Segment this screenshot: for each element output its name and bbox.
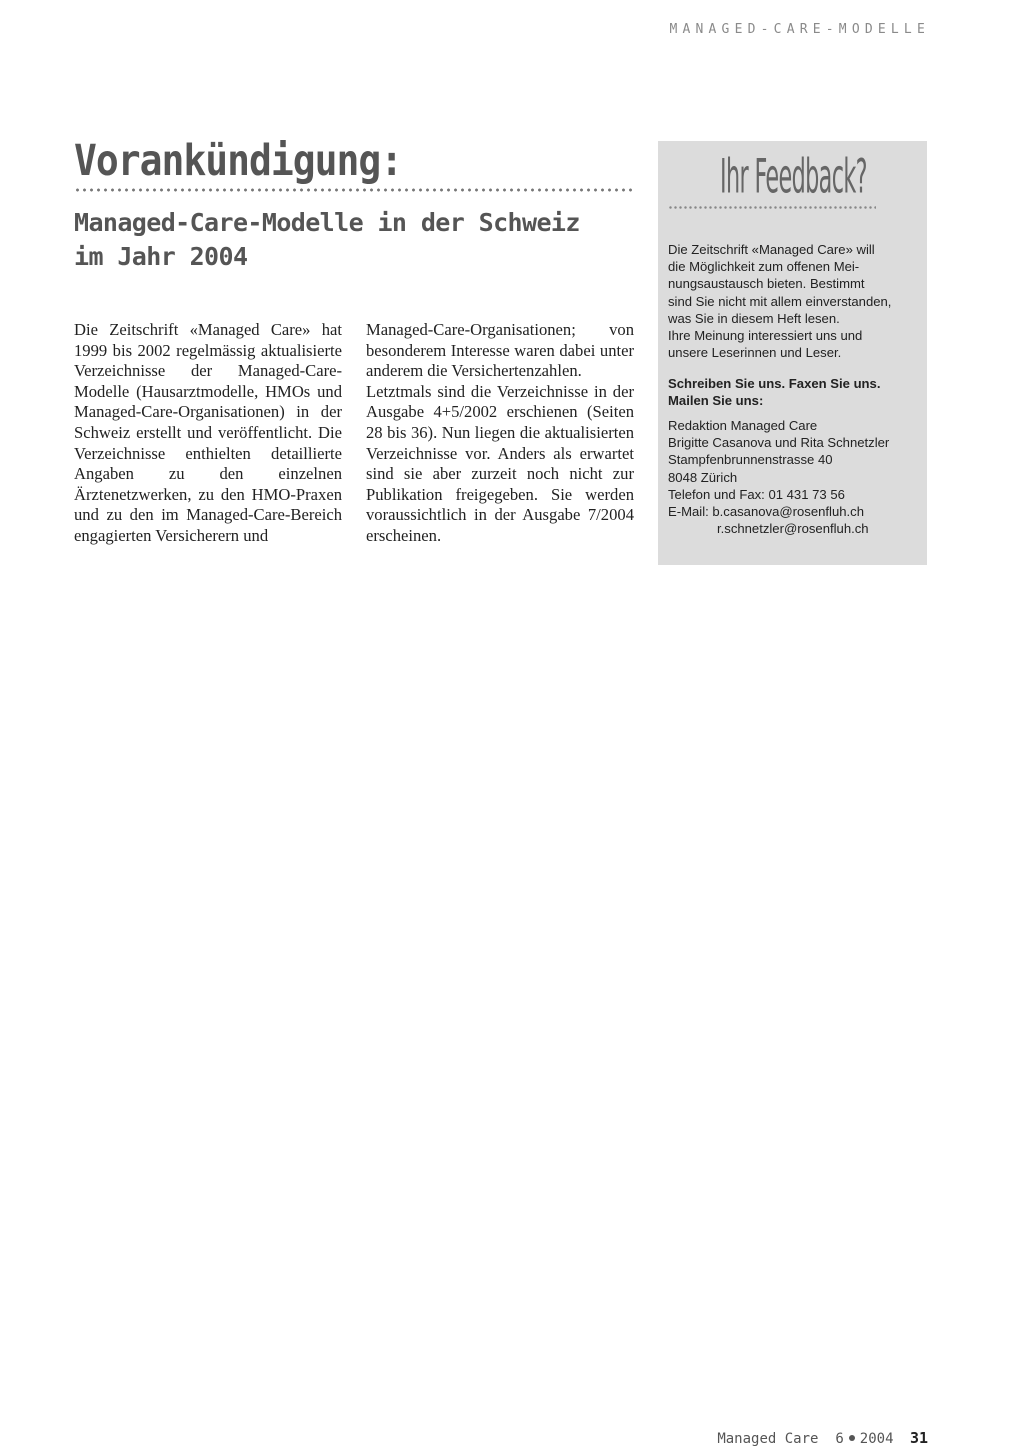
feedback-intro-line: Ihre Meinung interessiert uns und: [668, 328, 863, 344]
page-number: 31: [909, 1429, 928, 1447]
address-line: Brigitte Casanova und Rita Schnetzler: [668, 435, 890, 451]
running-head: MANAGED-CARE-MODELLE: [669, 22, 930, 37]
phone-fax-line: Telefon und Fax: 01 431 73 56: [668, 486, 845, 502]
feedback-intro: [668, 241, 923, 361]
feedback-dotted-rule: [668, 205, 876, 210]
address-line: 8048 Zürich: [668, 469, 738, 485]
body-column-right: [366, 320, 634, 547]
page-footer: [717, 1429, 928, 1447]
article-title: Vorankündigung:: [74, 136, 403, 186]
footer-year: 2004: [859, 1431, 894, 1447]
address-line: Redaktion Managed Care: [668, 418, 818, 433]
feedback-call-to-action: [668, 375, 923, 409]
address-line: Stampfenbrunnenstrasse 40: [668, 452, 833, 468]
feedback-address: [668, 417, 923, 537]
feedback-intro-line: die Möglichkeit zum offenen Mei-: [668, 259, 860, 275]
email-line-2: r.schnetzler@rosenfluh.ch: [717, 521, 869, 537]
article-subtitle: [74, 206, 644, 274]
feedback-heading: Ihr Feedback?: [720, 150, 867, 205]
bullet-icon: [849, 1435, 855, 1441]
body-paragraph: Die Zeitschrift «Managed Care» hat 1999 bis 2002 regelmässig aktualisierte Verzeichnisse der Managed-Care-Modelle (Hausarztmodelle, HMOs und Managed-Care-Organisationen) in der Schweiz erstellt und veröffentlicht. Die Verzeichnisse enthielten detaillierte Angaben zu den einzelnen Ärztenetzwerken, zu den HMO-Praxen und zu den im Managed-Care-Bereich engagierten Versicherern und: [74, 320, 342, 545]
feedback-intro-line: sind Sie nicht mit allem einverstanden,: [668, 293, 892, 309]
feedback-intro-line: was Sie in diesem Heft lesen.: [668, 310, 840, 326]
dotted-rule: [74, 187, 634, 193]
cta-line: Schreiben Sie uns. Faxen Sie uns.: [668, 376, 881, 391]
body-paragraph: Letztmals sind die Verzeichnisse in der Ausgabe 4+5/2002 erschienen (Seiten 28 bis 36). Nun liegen die aktualisierten Verzeichnisse vor. Anders als erwartet sind sie aber zurzeit noch nicht zur Publikation freigegeben. Sie werden voraussichtlich in der Ausgabe 7/2004 erscheinen.: [366, 381, 634, 545]
body-column-left: [74, 320, 342, 547]
feedback-intro-line: unsere Leserinnen und Leser.: [668, 345, 842, 361]
email-line: E-Mail: b.casanova@rosenfluh.ch: [668, 504, 864, 520]
subtitle-line-1: Managed-Care-Modelle in der Schweiz: [74, 208, 580, 237]
footer-journal: Managed Care: [717, 1431, 819, 1447]
subtitle-line-2: im Jahr 2004: [74, 242, 248, 271]
feedback-intro-line: nungsaustausch bieten. Bestimmt: [668, 276, 865, 292]
body-paragraph: Managed-Care-Organisationen; von besonderem Interesse waren dabei unter anderem die Versichertenzahlen.: [366, 320, 634, 381]
cta-line: Mailen Sie uns:: [668, 393, 764, 409]
feedback-intro-line: Die Zeitschrift «Managed Care» will: [668, 242, 875, 257]
footer-issue: 6: [835, 1431, 844, 1447]
